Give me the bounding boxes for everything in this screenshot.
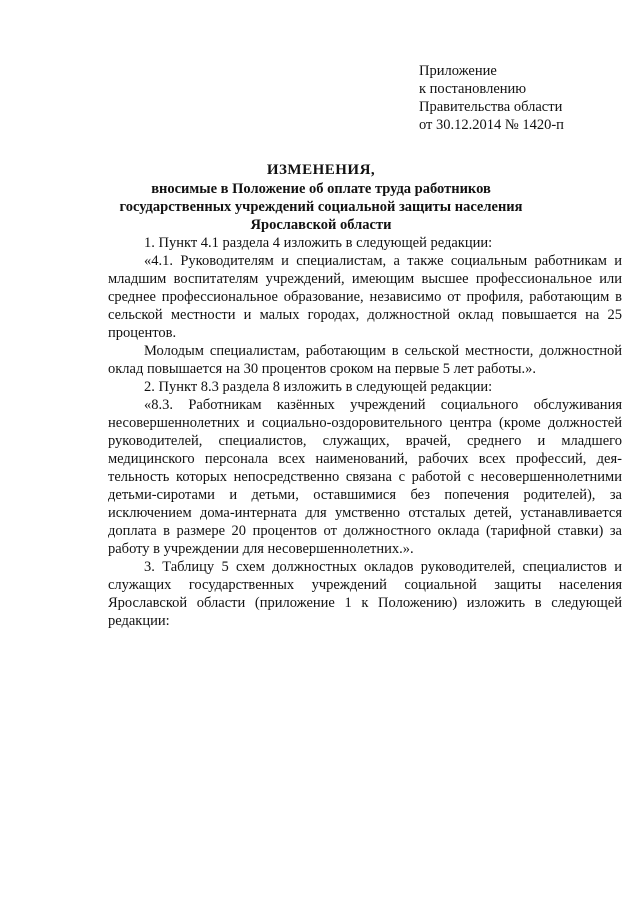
appendix-line-1: Приложение: [419, 63, 497, 79]
paragraph-clause-8-3: «8.3. Работникам казённых учреждений социального обслуживания несовершеннолетних и социально-оздоровительного центра (кроме должностей руководителей, специалистов, служащих, врачей, среднего и младшего медицинского персонала всех наименований, рабочих всех профессий, деятельность которых непосредственно связана с работой с несовершеннолетними детьми-сиротами и детьми, оставшимися без попечения родителей), за исключением дома-интерната для умственно отсталых детей, устанавливается доплата в размере 20 процентов от должностного оклада (тарифной ставки) за работу в учреждении для несовершеннолетних.».: [108, 397, 622, 557]
paragraph-young-specialists: Молодым специалистам, работающим в сельской местности, должностной оклад повышается на 30 процентов сроком на первые 5 лет работы.».: [108, 343, 622, 377]
paragraph-item-3: 3. Таблицу 5 схем должностных окладов руководителей, специалистов и служащих государственных учреждений социальной защиты населения Ярославской области (приложение 1 к Положению) изложить в следующей редакции:: [108, 559, 622, 629]
document-title: ИЗМЕНЕНИЯ,: [266, 162, 376, 178]
appendix-line-4: от 30.12.2014 № 1420-п: [419, 117, 564, 133]
document-body: [108, 234, 622, 630]
document-heading: [100, 161, 542, 234]
paragraph-clause-4-1: «4.1. Руководителям и специалистам, а также социальным работникам и младшим воспитателям учреждений, имеющим высшее профессиональное или среднее профессиональное образование, независимо от профиля, работающим в сельской местности и малых городах, должностной оклад повышается на 25 процентов.: [108, 253, 622, 341]
appendix-line-3: Правительства области: [419, 99, 563, 115]
appendix-line-2: к постановлению: [419, 81, 527, 97]
paragraph-item-2: 2. Пункт 8.3 раздела 8 изложить в следующей редакции:: [144, 379, 493, 395]
document-subtitle: вносимые в Положение об оплате труда работников государственных учреждений социальной защиты населения Ярославской области: [119, 181, 523, 233]
appendix-reference: [419, 62, 564, 134]
paragraph-item-1: 1. Пункт 4.1 раздела 4 изложить в следующей редакции:: [144, 235, 493, 251]
